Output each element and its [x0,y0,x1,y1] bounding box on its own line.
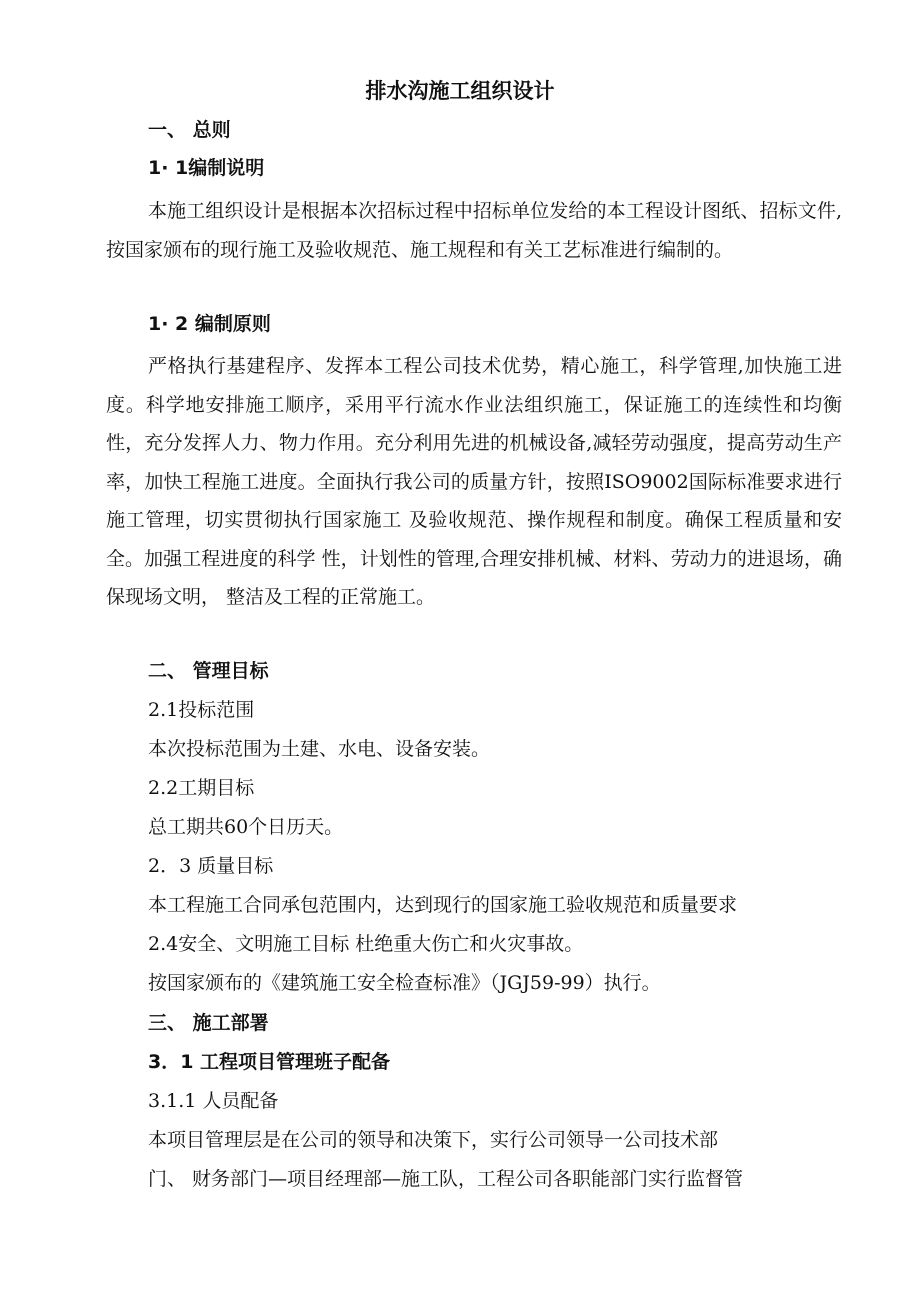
text-safety-goal: 2.4安全、文明施工目标 杜绝重大伤亡和火灾事故。 [148,933,584,955]
subheading-staffing: 3.1.1 人员配备 [148,1090,279,1112]
subheading-schedule-goal: 2.2工期目标 [148,777,255,799]
text-staffing-line-2: 门、 财务部门—项目经理部—施工队，工程公司各职能部门实行监督管 [148,1168,744,1190]
section-heading-construction-deployment: 三、 施工部署 [148,1012,269,1034]
subheading-management-team: 3．1 工程项目管理班子配备 [148,1051,391,1073]
paragraph-compilation-principles: 严格执行基建程序、发挥本工程公司技术优势，精心施工，科学管理,加快施工进度。科学地安排施工顺序，采用平行流水作业法组织施工，保证施工的连续性和均衡性，充分发挥人力、物力作用。充分利用先进的机械设备,减轻劳动强度，提高劳动生产率，加快工程施工进度。全面执行我公司的质量方针，按照ISO9002国际标准要求进行施工管理，切实贯彻执行国家施工 及验收规范、操作规程和制度。确保工程质量和安全。加强工程进度的科学 性，计划性的管理,合理安排机械、材料、劳动力的进退场，确保现场文明， 整洁及工程的正常施工。 [106,355,842,608]
section-heading-management-goals: 二、 管理目标 [148,660,269,682]
section-heading-general: 一、 总则 [148,119,231,141]
text-quality-goal: 本工程施工合同承包范围内，达到现行的国家施工验收规范和质量要求 [148,894,738,916]
subheading-bid-scope: 2.1投标范围 [148,699,255,721]
text-bid-scope: 本次投标范围为土建、水电、设备安装。 [148,738,491,760]
subheading-quality-goal: 2．3 质量目标 [148,855,274,877]
subheading-compilation-notes: 1· 1编制说明 [148,157,265,179]
text-safety-standard: 按国家颁布的《建筑施工安全检查标准》（JGJ59-99）执行。 [148,972,661,994]
subheading-compilation-principles: 1· 2 编制原则 [148,313,271,335]
paragraph-compilation-notes: 本施工组织设计是根据本次招标过程中招标单位发给的本工程设计图纸、招标文件,按国家颁布的现行施工及验收规范、施工规程和有关工艺标准进行编制的。 [106,200,842,261]
text-schedule-goal: 总工期共60个日历天。 [148,816,344,838]
text-staffing-line-1: 本项目管理层是在公司的领导和决策下，实行公司领导一公司技术部 [148,1129,719,1151]
document-title: 排水沟施工组织设计 [365,79,555,103]
